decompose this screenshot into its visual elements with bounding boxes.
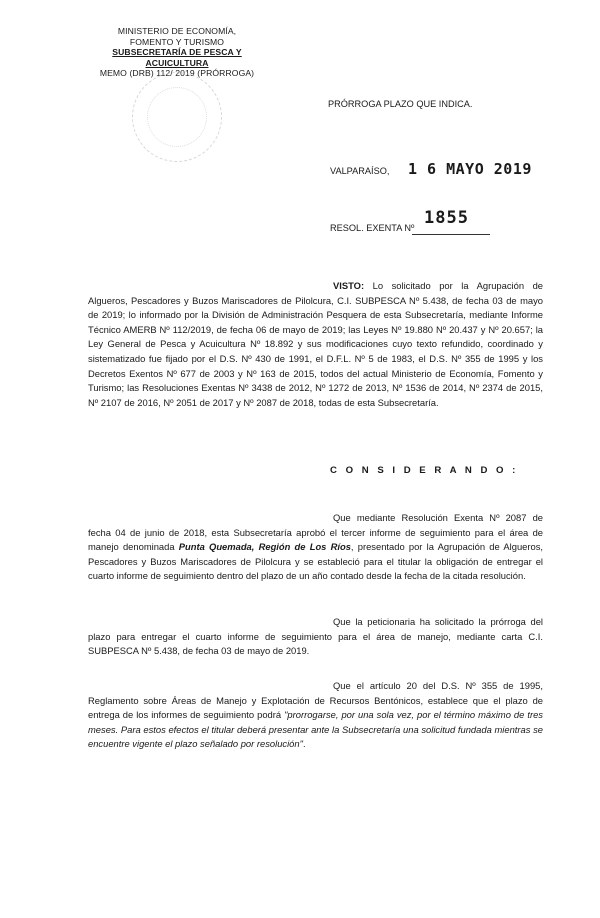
considerando-heading: C O N S I D E R A N D O : bbox=[330, 465, 519, 476]
header-ministry: MINISTERIO DE ECONOMÍA, bbox=[117, 26, 237, 36]
visto-paragraph bbox=[88, 279, 543, 410]
p3-text-c: . bbox=[302, 738, 306, 750]
considerando-paragraph-3 bbox=[88, 679, 543, 752]
p2-text: Que la peticionaria ha solicitado la prórroga del plazo para entregar el cuarto informe de seguimiento para el área de manejo, mediante carta C.I. SUBPESCA Nº 5.438, de fecha 03 de mayo de 2019. bbox=[88, 616, 543, 657]
resolution-number: 1855 bbox=[424, 208, 469, 228]
seal-inner-ring bbox=[147, 87, 207, 147]
header-subsecretaria: SUBSECRETARÍA DE PESCA Y ACUICULTURA bbox=[112, 47, 242, 68]
visto-label: VISTO: bbox=[333, 280, 365, 291]
considerando-paragraph-2 bbox=[88, 615, 543, 659]
resolution-label: RESOL. EXENTA Nº bbox=[330, 223, 415, 233]
header-memo: MEMO (DRB) 112/ 2019 (PRÓRROGA) bbox=[99, 68, 255, 79]
p1-text-a: Que mediante Resolución Exenta Nº 2087 de fecha 04 de junio de 2018, esta Subsecretaría aprobó el tercer informe de seguimiento para el área de manejo denominada bbox=[88, 512, 543, 553]
header-fomento: FOMENTO Y TURISMO bbox=[129, 36, 225, 47]
date-stamp: 1 6 MAYO 2019 bbox=[408, 160, 532, 178]
official-seal-stamp bbox=[132, 72, 222, 162]
p3-quote: "prorrogarse, por una sola vez, por el término máximo de tres meses. Para estos efectos el titular deberá presentar ante la Subsecretaría una solicitud fundada mientras se encuentre vigente el plazo señalado por resolución" bbox=[88, 709, 543, 750]
visto-text: Lo solicitado por la Agrupación de Algueros, Pescadores y Buzos Mariscadores de Pilolcura, C.I. SUBPESCA Nº 5.438, de fecha 03 de mayo de 2019; lo informado por la División de Administración Pesquera de esta Subsecretaría, mediante Informe Técnico AMERB Nº 112/2019, de fecha 06 de mayo de 2019; las Leyes Nº 19.880 Nº 20.437 y Nº 20.657; la Ley General de Pesca y Acuicultura Nº 18.892 y sus modificaciones cuyo texto refundido, coordinado y sistematizado fue fijado por el D.S. Nº 430 de 1991, el D.F.L. Nº 5 de 1983, el D.S. Nº 355 de 1995 y los Decretos Exentos Nº 677 de 2003 y Nº 163 de 2015, todos del actual Ministerio de Economía, Fomento y Turismo; las Resoluciones Exentas Nº 3438 de 2012, Nº 1272 de 2013, Nº 1536 de 2014, Nº 2374 de 2015, Nº 2107 de 2016, Nº 2051 de 2017 y Nº 2087 de 2018, todas de esta Subsecretaría. bbox=[88, 280, 543, 408]
p3-text-a: Que el artículo 20 del D.S. Nº 355 de 1995, Reglamento sobre Áreas de Manejo y Explotación de Recursos Bentónicos, establece que el plazo de entrega de los informes de seguimiento podrá bbox=[88, 680, 543, 721]
place-label: VALPARAÍSO, bbox=[330, 166, 390, 176]
resolution-underline bbox=[412, 234, 490, 235]
document-subject: PRÓRROGA PLAZO QUE INDICA. bbox=[328, 99, 473, 109]
p1-area-name: Punta Quemada, Región de Los Ríos bbox=[178, 541, 351, 553]
p1-text-c: , presentado por la Agrupación de Algueros, Pescadores y Buzos Mariscadores de Pilolcura y se estableció para el titular la obligación de entregar el cuarto informe de seguimiento dentro del plazo de un año contado desde la fecha de la citada resolución. bbox=[88, 541, 543, 582]
considerando-paragraph-1 bbox=[88, 511, 543, 584]
